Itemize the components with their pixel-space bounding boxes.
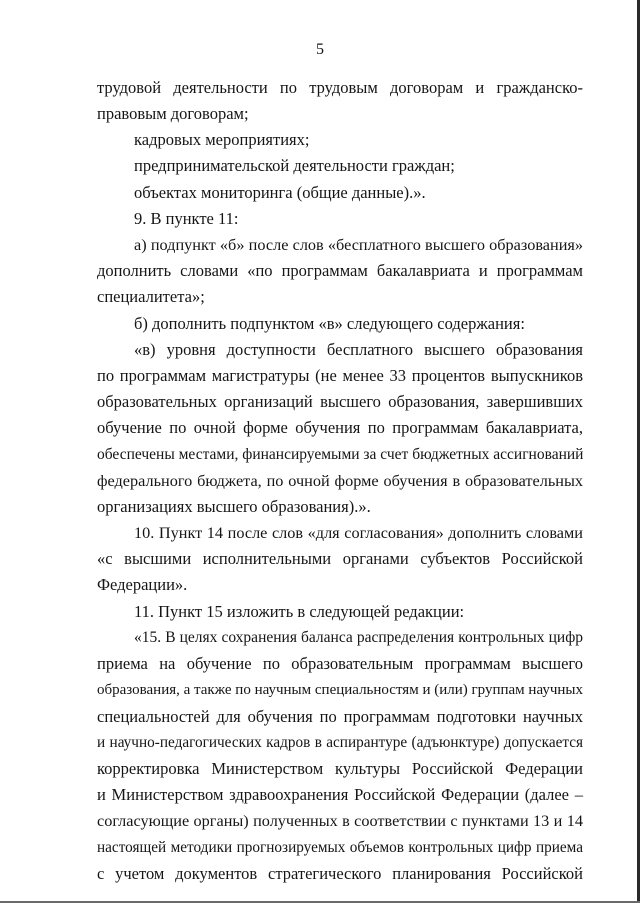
text-line: а) подпункт «б» после слов «бесплатного высшего образования» xyxy=(134,236,583,254)
text-line: специальностей для обучения по программам подготовки научных xyxy=(97,707,583,726)
text-line: приема на обучение по образовательным программам высшего xyxy=(97,654,583,673)
text-line: настоящей методики прогнозируемых объемов контрольных цифр приема xyxy=(97,839,583,856)
text-line: правовым договорам; xyxy=(97,104,249,123)
text-line: федерального бюджета, по очной форме обучения в образовательных xyxy=(97,472,583,490)
text-line: организациях высшего образования).». xyxy=(97,497,371,516)
text-line: объектах мониторинга (общие данные).». xyxy=(134,183,426,202)
text-line: образования, а также по научным специальностям и (или) группам научных xyxy=(97,682,583,698)
text-line: специалитета»; xyxy=(97,287,205,306)
text-line: корректировка Министерством культуры Российской Федерации xyxy=(97,759,583,778)
text-line: согласующие органы) полученных в соответствии с пунктами 13 и 14 xyxy=(97,812,583,830)
text-line: 10. Пункт 14 после слов «для согласования» дополнить словами xyxy=(134,524,583,542)
text-line: обучение по очной форме обучения по программам бакалавриата, xyxy=(97,418,583,437)
text-line: б) дополнить подпунктом «в» следующего содержания: xyxy=(134,314,525,333)
text-line: и Министерством здравоохранения Российской Федерации (далее – xyxy=(97,785,583,804)
text-line: «в) уровня доступности бесплатного высшего образования xyxy=(134,340,583,359)
text-line: с учетом документов стратегического планирования Российской xyxy=(97,864,583,883)
text-line: 11. Пункт 15 изложить в следующей редакции: xyxy=(134,602,465,621)
text-line: «15. В целях сохранения баланса распределения контрольных цифр xyxy=(134,629,583,646)
text-line: трудовой деятельности по трудовым договорам и гражданско- xyxy=(97,78,583,97)
text-line: дополнить словами «по программам бакалавриата и программам xyxy=(97,261,583,280)
text-line: и научно-педагогических кадров в аспирантуре (адъюнктуре) допускается xyxy=(97,734,583,751)
text-line: образовательных организаций высшего образования, завершивших xyxy=(97,392,583,411)
page-number: 5 xyxy=(316,41,324,58)
text-line: кадровых мероприятиях; xyxy=(134,130,310,149)
text-line: предпринимательской деятельности граждан; xyxy=(134,156,455,175)
text-line: Федерации». xyxy=(97,575,188,594)
text-line: по программам магистратуры (не менее 33 процентов выпускников xyxy=(97,366,583,385)
text-line: 9. В пункте 11: xyxy=(134,209,239,228)
text-line: «с высшими исполнительными органами субъектов Российской xyxy=(97,549,583,568)
text-line: обеспечены местами, финансируемыми за счет бюджетных ассигнований xyxy=(97,446,584,463)
